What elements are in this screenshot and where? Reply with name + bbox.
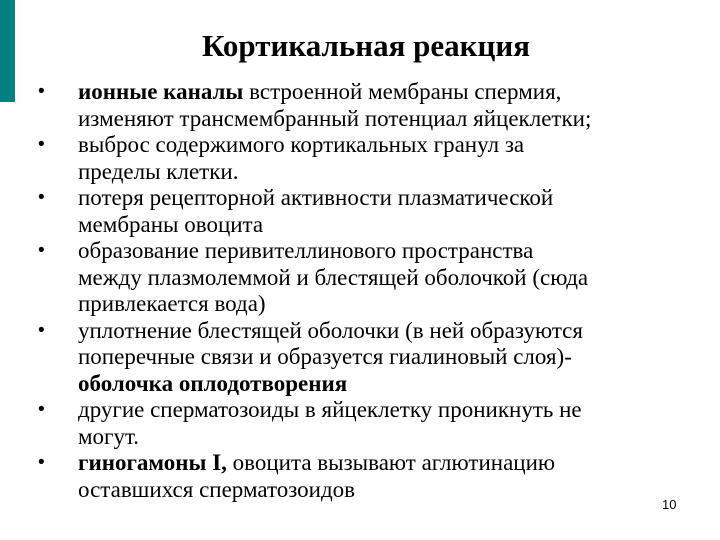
bullet-line — [78, 397, 718, 424]
bullet-item — [38, 132, 718, 185]
text-segment: выброс содержимого кортикальных гранул за — [78, 132, 525, 157]
bullet-marker: • — [38, 81, 45, 102]
bullet-line — [78, 477, 718, 504]
bullet-line — [78, 185, 718, 212]
bullet-item — [38, 397, 718, 450]
bullet-line — [78, 79, 718, 106]
page-number: 10 — [662, 497, 677, 512]
text-segment: уплотнение блестящей оболочки (в ней образуются — [78, 317, 583, 343]
bullet-marker: • — [38, 240, 45, 261]
bullet-marker: • — [38, 319, 45, 341]
bullet-line — [78, 159, 718, 186]
bullet-item — [38, 79, 718, 132]
text-segment: между плазмолеммой и блестящей оболочкой (сюда — [78, 264, 589, 290]
bullet-item — [38, 185, 718, 238]
text-segment: могут. — [78, 423, 140, 449]
bold-text: ионные каналы — [78, 79, 244, 104]
bullet-line — [78, 344, 718, 371]
text-segment: изменяют трансмембранный потенциал яйцеклетки; — [78, 105, 592, 131]
text-segment: другие сперматозоиды в яйцеклетку проникнуть не — [78, 397, 582, 422]
bullet-line — [78, 212, 718, 239]
bullet-line — [78, 291, 718, 318]
slide-title: Кортикальная реакция — [201, 28, 531, 63]
bullet-line — [78, 265, 718, 292]
text-segment: оставшихся сперматозоидов — [78, 476, 356, 502]
bullet-marker: • — [38, 399, 45, 420]
text-segment: встроенной мембраны спермия, — [243, 79, 562, 104]
text-segment: поперечные связи и образуется гиалиновый слоя)- — [78, 344, 572, 369]
bullet-marker: • — [38, 187, 45, 208]
bullet-line — [78, 106, 718, 133]
text-segment: образование перивителлинового пространства — [78, 238, 534, 263]
bullet-line — [78, 371, 718, 398]
bold-text: гиногамоны I, — [78, 450, 227, 475]
bullet-item — [38, 318, 718, 398]
bullet-line — [78, 318, 718, 345]
bold-text: оболочка оплодотворения — [78, 370, 348, 396]
bullet-line — [78, 238, 718, 265]
bullet-list — [38, 79, 718, 503]
bullet-line — [78, 424, 718, 451]
text-segment: потеря рецепторной активности плазматической — [78, 185, 554, 210]
bullet-item — [38, 238, 718, 318]
bullet-line — [78, 450, 718, 477]
text-segment: пределы клетки. — [78, 158, 239, 184]
bullet-line — [78, 132, 718, 159]
bullet-marker: • — [38, 134, 45, 155]
text-segment: привлекается вода) — [78, 291, 266, 316]
text-segment: овоцита вызывают аглютинацию — [226, 450, 556, 475]
text-segment: мембраны овоцита — [78, 211, 264, 237]
bullet-marker: • — [38, 452, 45, 473]
bullet-item — [38, 450, 718, 503]
